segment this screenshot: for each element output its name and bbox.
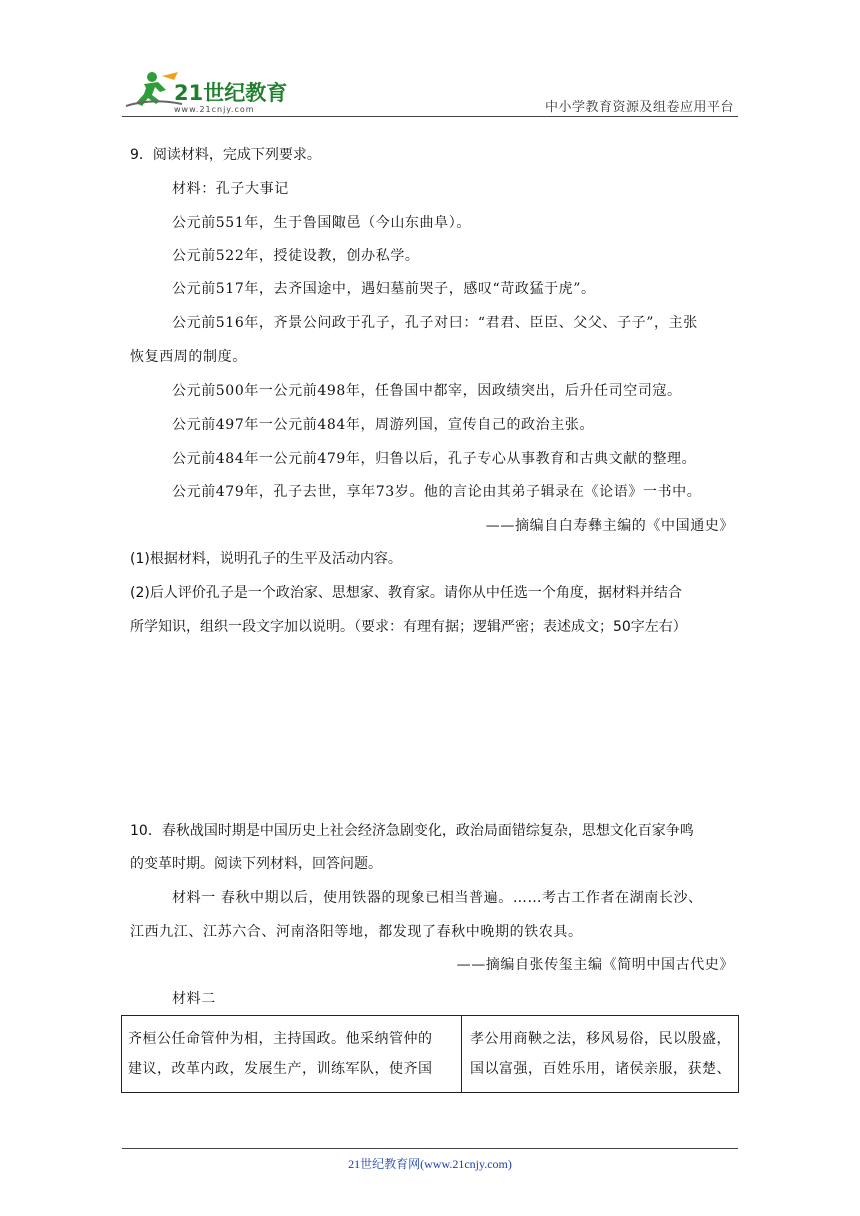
q9-subquestion-2-cont: 所学知识，组织一段文字加以说明。（要求：有理有据；逻辑严密；表述成文；50字左右） — [130, 619, 687, 635]
q9-event: 公元前516年，齐景公问政于孔子，孔子对曰：“君君、臣臣、父父、子子”，主张 — [172, 315, 698, 331]
site-logo — [122, 68, 292, 116]
q9-subquestion-2: (2)后人评价孔子是一个政治家、思想家、教育家。请你从中任选一个角度，据材料并结合 — [130, 585, 682, 601]
q10-material-1-cont: 江西九江、江苏六合、河南洛阳等地，都发现了春秋中晚期的铁农具。 — [130, 924, 583, 940]
table-cell-right — [470, 1024, 736, 1084]
q10-stem: 10．春秋战国时期是中国历史上社会经济急剧变化，政治局面错综复杂，思想文化百家争鸣 — [130, 823, 694, 839]
q9-event: 公元前522年，授徒设教，创办私学。 — [172, 248, 420, 264]
q10-material-1-source: ——摘编自张传玺主编《简明中国古代史》 — [456, 957, 734, 973]
q9-event: 公元前517年，去齐国途中，遇妇墓前哭子，感叹“苛政猛于虎”。 — [172, 281, 596, 297]
footer-divider — [122, 1148, 738, 1149]
table-cell-line: 孝公用商鞅之法，移风易俗，民以殷盛， — [470, 1031, 731, 1047]
q9-source: ——摘编自白寿彝主编的《中国通史》 — [485, 518, 734, 534]
q9-event: 公元前500年一公元前498年，任鲁国中都宰，因政绩突出，后升任司空司寇。 — [172, 383, 682, 399]
footer-link[interactable]: 21世纪教育网(www.21cnjy.com) — [348, 1157, 512, 1171]
table-cell-line: 齐桓公任命管仲为相，主持国政。他采纳管仲的 — [128, 1031, 433, 1047]
table-cell-line: 建议，改革内政，发展生产，训练军队，使齐国 — [128, 1061, 433, 1077]
q10-material-1: 材料一 春秋中期以后，使用铁器的现象已相当普遍。……考古工作者在湖南长沙、 — [172, 890, 703, 906]
q9-subquestion-1: (1)根据材料，说明孔子的生平及活动内容。 — [130, 551, 402, 567]
table-cell-line: 国以富强，百姓乐用，诸侯亲服，获楚、 — [470, 1061, 731, 1077]
q9-stem: 9．阅读材料，完成下列要求。 — [130, 147, 321, 163]
material-2-table — [121, 1015, 739, 1093]
platform-label: 中小学教育资源及组卷应用平台 — [544, 100, 734, 115]
logo-url: www.21cnjy.com — [174, 105, 255, 114]
q9-event: 公元前484年一公元前479年，归鲁以后，孔子专心从事教育和古典文献的整理。 — [172, 451, 697, 467]
q9-event: 公元前551年，生于鲁国陬邑（今山东曲阜）。 — [172, 215, 471, 231]
q10-material-2-title: 材料二 — [172, 991, 216, 1007]
table-column-divider — [461, 1016, 462, 1092]
q9-event: 公元前497年一公元前484年，周游列国，宣传自己的政治主张。 — [172, 417, 595, 433]
q10-stem-cont: 的变革时期。阅读下列材料，回答问题。 — [130, 856, 382, 872]
q9-event: 公元前479年，孔子去世，享年73岁。他的言论由其弟子辑录在《论语》一书中。 — [172, 484, 702, 500]
header-divider — [122, 116, 738, 117]
logo-wordmark: 21世纪教育 — [174, 81, 288, 105]
table-cell-left — [128, 1024, 456, 1084]
q9-event: 恢复西周的制度。 — [130, 349, 247, 365]
q9-material-title: 材料：孔子大事记 — [172, 181, 289, 197]
